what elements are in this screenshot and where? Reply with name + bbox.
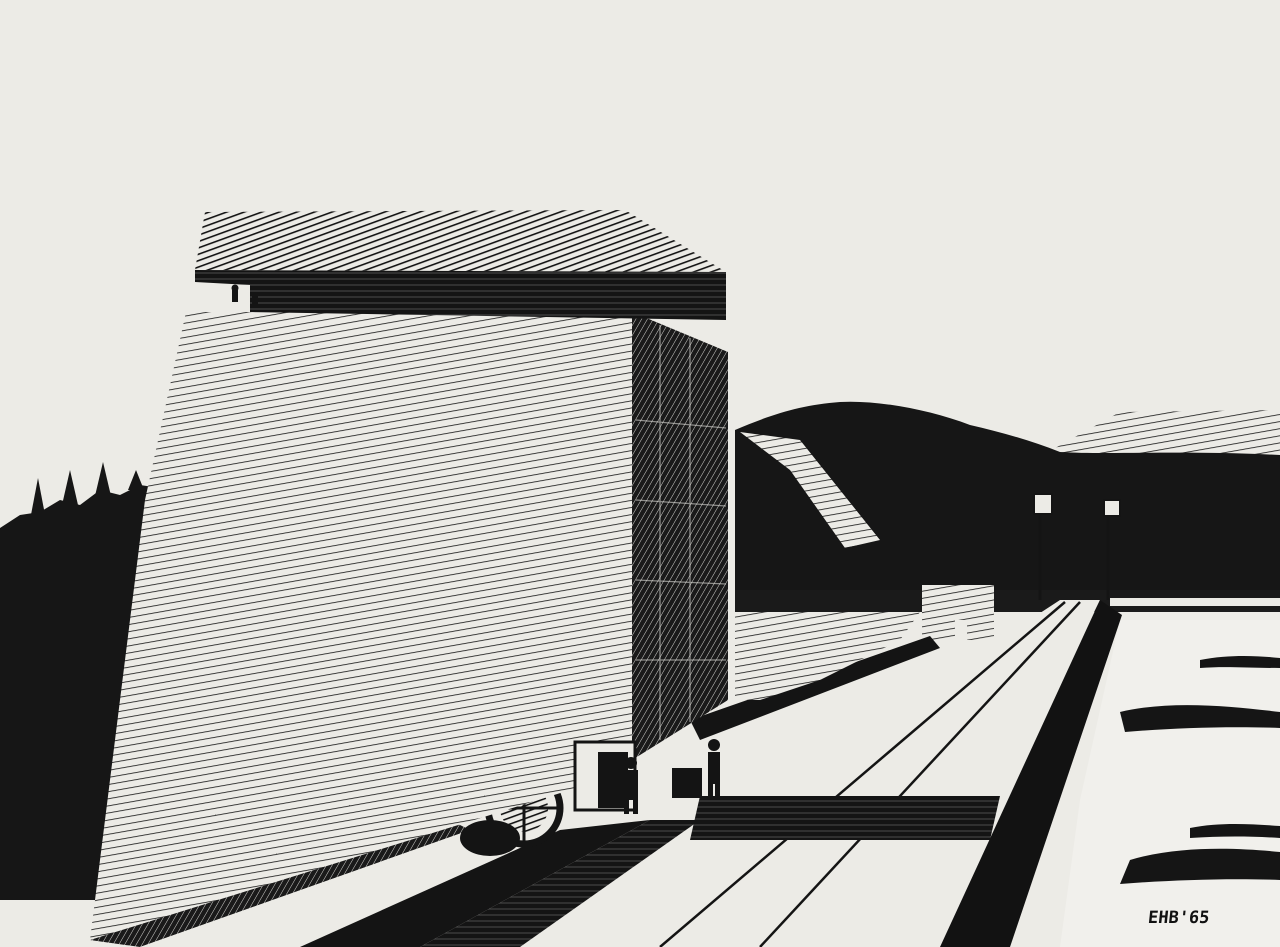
road-shadow-band: [690, 796, 1000, 840]
artist-signature: EHB'65: [1146, 908, 1211, 928]
small-gatehouse-door: [955, 620, 967, 640]
intake-tower-side: [632, 312, 728, 760]
tower-entrance-dark: [598, 752, 628, 808]
far-dam-rail: [1110, 598, 1280, 606]
